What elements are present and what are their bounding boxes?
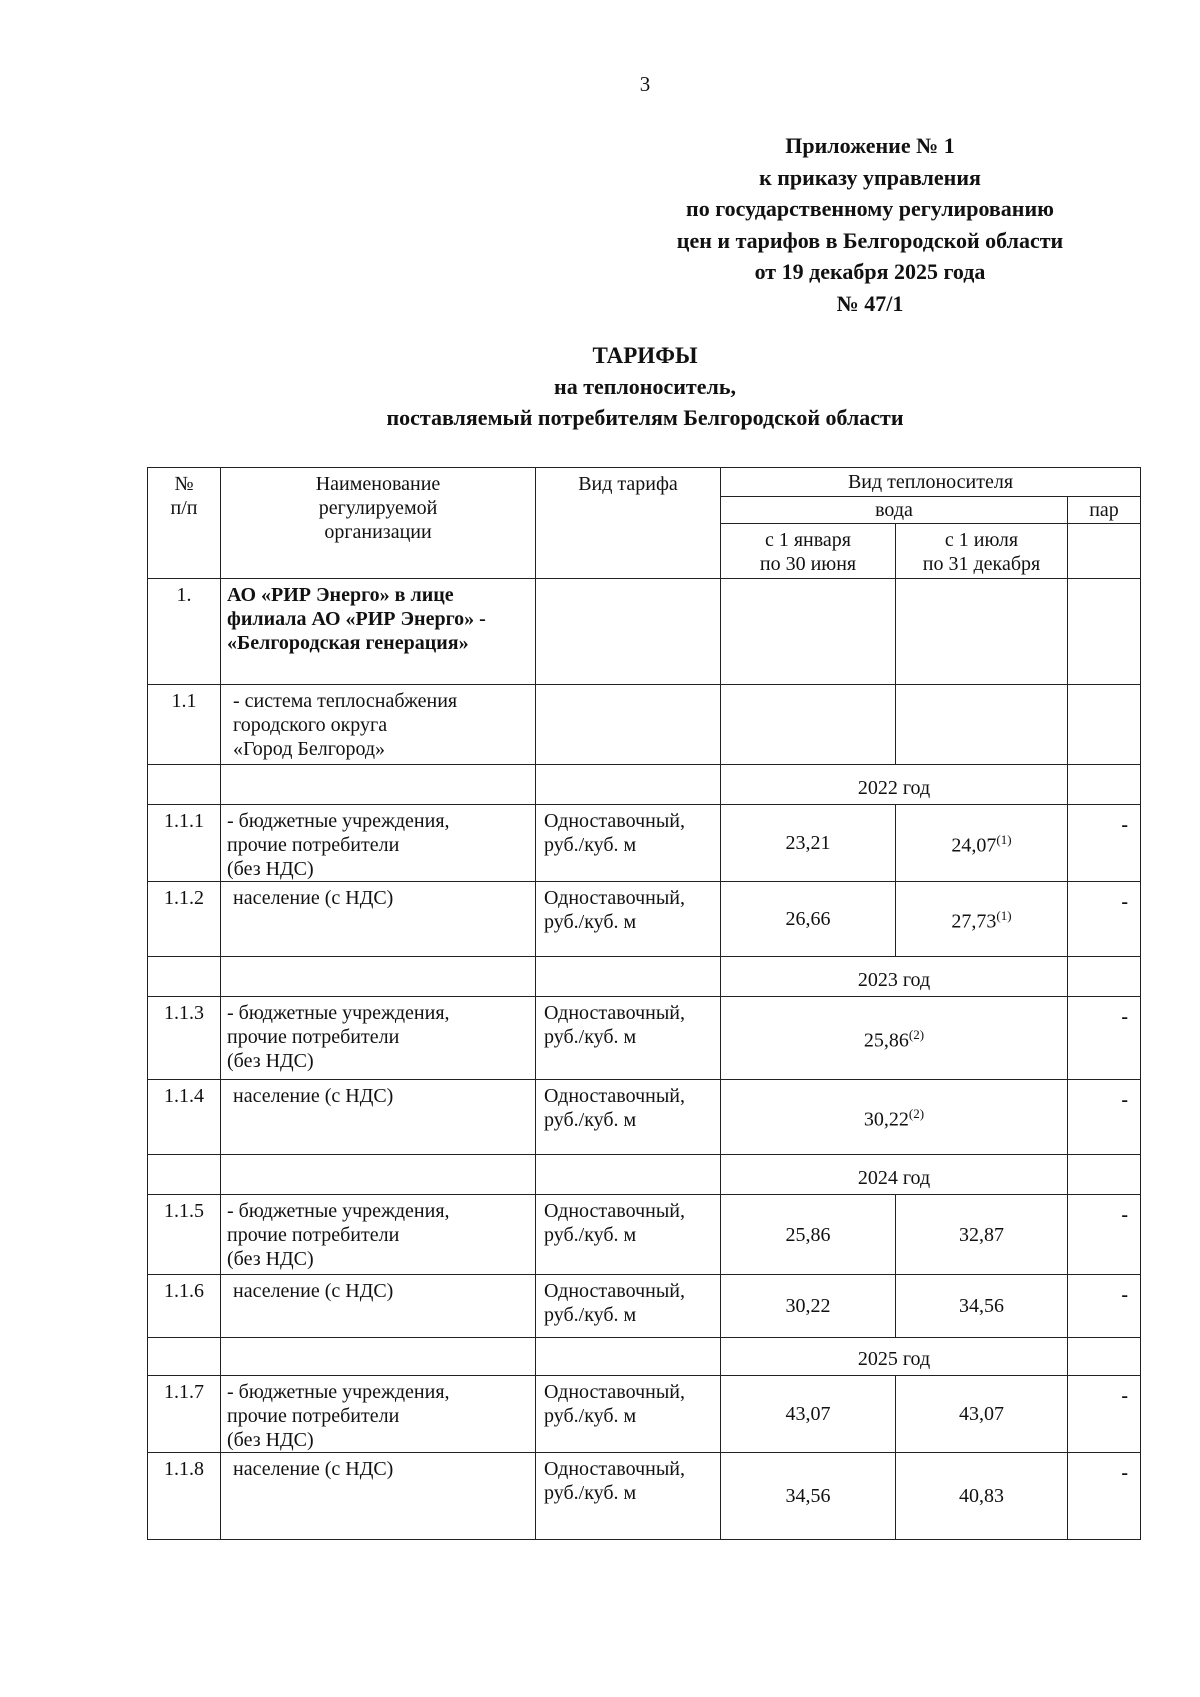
empty-cell xyxy=(1068,524,1141,579)
category-line: прочие потребители xyxy=(227,1405,400,1427)
appendix-line: цен и тарифов в Белгородской области xyxy=(676,227,1064,253)
empty-cell xyxy=(1068,685,1141,765)
empty-cell xyxy=(536,765,721,805)
empty-cell xyxy=(536,685,721,765)
row-number: 1.1 xyxy=(148,685,221,765)
year-label: 2025 год xyxy=(721,1338,1068,1376)
category-line: (без НДС) xyxy=(227,1050,314,1072)
empty-cell xyxy=(148,1338,221,1376)
empty-cell xyxy=(1068,1338,1141,1376)
footnote-mark: (1) xyxy=(996,832,1012,848)
tariff-value: 32,87 xyxy=(896,1195,1068,1275)
empty-cell xyxy=(221,765,536,805)
header-text: организации xyxy=(324,521,432,543)
tariff-value: 43,07 xyxy=(896,1376,1068,1453)
header-tariff-type: Вид тарифа xyxy=(536,468,721,579)
tariff-line: Одноставочный, xyxy=(544,1458,685,1480)
year-row xyxy=(148,765,1141,805)
row-number: 1.1.5 xyxy=(148,1195,221,1275)
year-row xyxy=(148,957,1141,997)
consumer-category: население (с НДС) xyxy=(221,1080,536,1155)
row-number: 1.1.7 xyxy=(148,1376,221,1453)
tariff-value: 40,83 xyxy=(896,1453,1068,1540)
category-line: (без НДС) xyxy=(227,1429,314,1451)
tariff-type xyxy=(536,997,721,1080)
consumer-category: население (с НДС) xyxy=(221,1453,536,1540)
year-label: 2024 год xyxy=(721,1155,1068,1195)
header-text: по 30 июня xyxy=(759,553,857,575)
empty-cell xyxy=(1068,579,1141,685)
tariff-line: Одноставочный, xyxy=(544,1002,685,1024)
table-row xyxy=(148,1453,1141,1540)
steam-value: - xyxy=(1068,1080,1141,1155)
consumer-category xyxy=(221,1376,536,1453)
tariff-line: Одноставочный, xyxy=(544,1381,685,1403)
empty-cell xyxy=(896,685,1068,765)
tariff-value: 43,07 xyxy=(721,1376,896,1453)
header-text: с 1 января xyxy=(764,529,852,551)
tariff-type xyxy=(536,1195,721,1275)
system-name-line: городского округа xyxy=(233,714,388,736)
empty-cell xyxy=(721,685,896,765)
empty-cell xyxy=(1068,957,1141,997)
table-row xyxy=(148,1275,1141,1338)
category-line: (без НДС) xyxy=(227,1248,314,1270)
org-name-line: АО «РИР Энерго» в лице xyxy=(227,584,454,606)
appendix-line: Приложение № 1 xyxy=(785,133,955,158)
tariff-line: Одноставочный, xyxy=(544,887,685,909)
appendix-line: № 47/1 xyxy=(836,290,904,316)
tariff-value xyxy=(896,882,1068,957)
tariff-line: Одноставочный, xyxy=(544,1280,685,1302)
empty-cell xyxy=(536,1155,721,1195)
consumer-category xyxy=(221,805,536,882)
appendix-header xyxy=(620,130,1120,319)
tariff-line: руб./куб. м xyxy=(544,834,637,856)
table-row xyxy=(148,805,1141,882)
tariff-line: руб./куб. м xyxy=(544,1304,637,1326)
consumer-category xyxy=(221,1195,536,1275)
system-name xyxy=(221,685,536,765)
system-name-line: - система теплоснабжения xyxy=(233,690,458,712)
value-text: 30,22 xyxy=(863,1108,909,1131)
table-row xyxy=(148,882,1141,957)
tariff-type xyxy=(536,882,721,957)
appendix-line: по государственному регулированию xyxy=(686,196,1054,221)
page-number: 3 xyxy=(639,72,651,96)
tariff-line: руб./куб. м xyxy=(544,1482,637,1504)
empty-cell xyxy=(221,957,536,997)
empty-cell xyxy=(1068,765,1141,805)
table-row xyxy=(148,997,1141,1080)
header-period-2 xyxy=(896,524,1068,579)
tariff-type xyxy=(536,1080,721,1155)
header-text: Наименование xyxy=(315,473,441,495)
row-number: 1. xyxy=(148,579,221,685)
header-text: регулируемой xyxy=(318,497,438,519)
system-name-line: «Город Белгород» xyxy=(233,738,386,760)
row-number: 1.1.6 xyxy=(148,1275,221,1338)
tariff-type xyxy=(536,805,721,882)
value-text: 25,86 xyxy=(863,1029,909,1052)
header-text: № xyxy=(174,473,194,495)
empty-cell xyxy=(221,1155,536,1195)
steam-value: - xyxy=(1068,1453,1141,1540)
header-text: п/п xyxy=(170,497,198,519)
table-row xyxy=(148,1080,1141,1155)
category-line: прочие потребители xyxy=(227,1026,400,1048)
empty-cell xyxy=(148,1155,221,1195)
row-number: 1.1.2 xyxy=(148,882,221,957)
empty-cell xyxy=(148,957,221,997)
tariff-line: Одноставочный, xyxy=(544,1085,685,1107)
tariff-value: 34,56 xyxy=(721,1453,896,1540)
table-header-row xyxy=(148,468,1141,497)
org-name-line: «Белгородская генерация» xyxy=(227,632,469,654)
row-number: 1.1.3 xyxy=(148,997,221,1080)
steam-value: - xyxy=(1068,997,1141,1080)
category-line: - бюджетные учреждения, xyxy=(227,1200,450,1222)
tariff-type xyxy=(536,1275,721,1338)
empty-cell xyxy=(896,579,1068,685)
steam-value: - xyxy=(1068,1275,1141,1338)
header-num xyxy=(148,468,221,579)
tariff-line: Одноставочный, xyxy=(544,1200,685,1222)
empty-cell xyxy=(1068,1155,1141,1195)
category-line: - бюджетные учреждения, xyxy=(227,810,450,832)
title-line: поставляемый потребителям Белгородской области xyxy=(386,405,904,430)
table-row xyxy=(148,1195,1141,1275)
tariff-value: 34,56 xyxy=(896,1275,1068,1338)
category-line: (без НДС) xyxy=(227,858,314,880)
year-row xyxy=(148,1155,1141,1195)
header-steam: пар xyxy=(1068,497,1141,524)
consumer-category: население (с НДС) xyxy=(221,882,536,957)
org-name-line: филиала АО «РИР Энерго» - xyxy=(227,608,486,630)
empty-cell xyxy=(536,579,721,685)
tariff-table xyxy=(147,467,1141,1540)
tariff-value: 25,86 xyxy=(721,1195,896,1275)
value-text: 27,73 xyxy=(951,910,997,933)
empty-cell xyxy=(536,1338,721,1376)
title-line: на теплоноситель, xyxy=(554,374,736,399)
year-label: 2022 год xyxy=(721,765,1068,805)
tariff-line: руб./куб. м xyxy=(544,911,637,933)
empty-cell xyxy=(148,765,221,805)
tariff-line: руб./куб. м xyxy=(544,1405,637,1427)
steam-value: - xyxy=(1068,1195,1141,1275)
tariff-value xyxy=(721,1080,1068,1155)
category-line: прочие потребители xyxy=(227,834,400,856)
tariff-line: руб./куб. м xyxy=(544,1026,637,1048)
header-text: с 1 июля xyxy=(944,529,1019,551)
consumer-category xyxy=(221,997,536,1080)
tariff-line: Одноставочный, xyxy=(544,810,685,832)
tariff-line: руб./куб. м xyxy=(544,1109,637,1131)
table-row xyxy=(148,685,1141,765)
category-line: - бюджетные учреждения, xyxy=(227,1002,450,1024)
table-row xyxy=(148,579,1141,685)
org-name xyxy=(221,579,536,685)
value-text: 24,07 xyxy=(951,834,997,857)
header-water: вода xyxy=(721,497,1068,524)
header-period-1 xyxy=(721,524,896,579)
steam-value: - xyxy=(1068,1376,1141,1453)
empty-cell xyxy=(721,579,896,685)
consumer-category: население (с НДС) xyxy=(221,1275,536,1338)
appendix-line: к приказу управления xyxy=(759,164,981,190)
tariff-line: руб./куб. м xyxy=(544,1224,637,1246)
row-number: 1.1.1 xyxy=(148,805,221,882)
steam-value: - xyxy=(1068,882,1141,957)
footnote-mark: (2) xyxy=(908,1106,925,1122)
tariff-value: 26,66 xyxy=(721,882,896,957)
header-carrier: Вид теплоносителя xyxy=(721,468,1141,497)
header-text: по 31 декабря xyxy=(922,553,1041,575)
tariff-value xyxy=(721,997,1068,1080)
empty-cell xyxy=(221,1338,536,1376)
footnote-mark: (1) xyxy=(996,908,1012,924)
appendix-line: от 19 декабря 2025 года xyxy=(754,259,986,284)
tariff-type xyxy=(536,1453,721,1540)
title-line: ТАРИФЫ xyxy=(592,343,698,368)
footnote-mark: (2) xyxy=(908,1027,925,1043)
year-label: 2023 год xyxy=(721,957,1068,997)
tariff-value: 23,21 xyxy=(721,805,896,882)
row-number: 1.1.4 xyxy=(148,1080,221,1155)
category-line: - бюджетные учреждения, xyxy=(227,1381,450,1403)
tariff-type xyxy=(536,1376,721,1453)
header-org-name xyxy=(221,468,536,579)
document-title xyxy=(0,340,1200,433)
table-row xyxy=(148,1376,1141,1453)
row-number: 1.1.8 xyxy=(148,1453,221,1540)
year-row xyxy=(148,1338,1141,1376)
empty-cell xyxy=(536,957,721,997)
tariff-value: 30,22 xyxy=(721,1275,896,1338)
category-line: прочие потребители xyxy=(227,1224,400,1246)
steam-value: - xyxy=(1068,805,1141,882)
tariff-value xyxy=(896,805,1068,882)
